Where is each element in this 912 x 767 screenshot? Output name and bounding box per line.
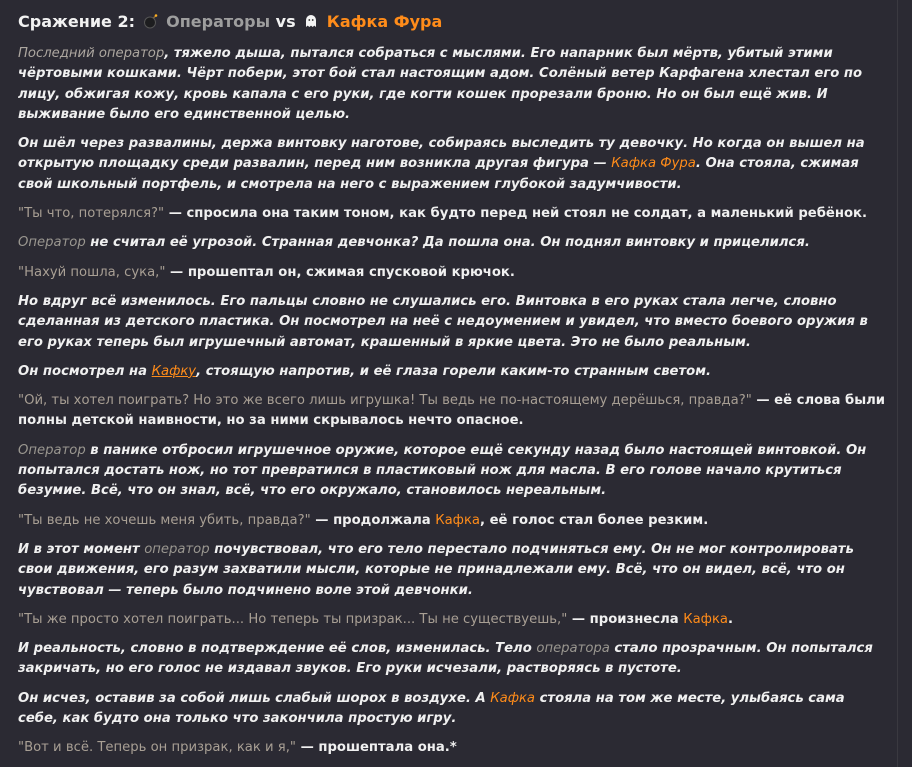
narration: Он исчез, оставив за собой лишь слабый шорох в воздухе. А	[18, 690, 491, 706]
story-paragraph-8	[18, 391, 887, 432]
operator-name: Оператор	[18, 442, 86, 458]
narration: стало прозрачным. Он попытался закричать, но его голос не издавал звуков. Его руки исчезали, растворяясь в пустоте.	[18, 641, 873, 677]
bomb-icon	[141, 10, 161, 34]
story-paragraph-2	[18, 134, 887, 195]
narration: почувствовал, что его тело перестало подчиняться ему. Он не мог контролировать свои движения, его разум захватили мысли, которые не принадлежали ему. Всё, что он видел, всё, что он чувствовал — теперь было подчинено воле этой девчонки.	[18, 541, 854, 598]
vs-label: vs	[275, 12, 296, 31]
dialogue-line: "Ты что, потерялся?"	[18, 206, 165, 222]
story-paragraph-13	[18, 639, 887, 680]
dialogue-line: "Ты же просто хотел поиграть... Но теперь ты призрак... Ты не существуешь,"	[18, 611, 568, 627]
narration: стояла на том же месте, улыбаясь сама себе, как будто она только что закончила простую игру.	[18, 690, 845, 727]
story-paragraph-3	[18, 204, 887, 224]
narration: Он посмотрел на	[18, 363, 152, 379]
dialogue-line: "Нахуй пошла, сука,"	[18, 264, 166, 280]
kafka-name: Кафка	[490, 690, 536, 706]
story-paragraph-1	[18, 44, 887, 125]
kafka-name: Кафка Фура	[611, 156, 696, 172]
team-kafka: Кафка Фура	[326, 12, 443, 31]
dialogue-line: "Ой, ты хотел поиграть? Но это же всего лишь игрушка! Ты ведь не по-настоящему дерёшься, правда?"	[18, 393, 752, 409]
battle-title	[18, 10, 887, 34]
narration: И реальность, словно в подтверждение её слов, изменилась. Тело	[18, 641, 537, 657]
narration: . Она стояла, сжимая свой школьный портфель, и смотрела на него с выражением глубокой задумчивости.	[18, 156, 859, 192]
operator-name: Последний оператор	[18, 46, 165, 61]
kafka-name: Кафка	[683, 611, 728, 627]
dialogue-line: "Ты ведь не хочешь меня убить, правда?"	[18, 512, 311, 528]
speech-tag: — её слова были полны детской наивности, но за ними скрывалось нечто опасное.	[18, 393, 886, 429]
speech-tag: — продолжала	[310, 512, 436, 528]
narration: , тяжело дыша, пытался собраться с мыслями. Его напарник был мёртв, убитый этими чёртовыми кошками. Чёрт побери, этот бой стал настоящим адом. Солёный ветер Карфагена хлестал его по лицу, обжигая кожу, кровь капала с его руки, где когти кошек прорезали броню. Но он был ещё жив. И выживание было его единственной целью.	[18, 46, 863, 122]
speech-tag: — произнесла	[567, 611, 684, 627]
speech-tag: — прошептал он, сжимая спусковой крючок.	[165, 264, 515, 280]
narration: И в этот момент	[18, 541, 145, 557]
battle-label: Сражение 2:	[18, 12, 135, 31]
story-paragraph-15	[18, 738, 887, 758]
speech-tag-end: .	[727, 611, 733, 627]
story-paragraph-9	[18, 441, 887, 502]
narration: не считал её угрозой. Странная девчонка? Да пошла она. Он поднял винтовку и прицелился.	[85, 235, 810, 251]
story-paragraph-14	[18, 689, 887, 730]
story-paragraph-5	[18, 263, 887, 283]
dialogue-line: "Вот и всё. Теперь он призрак, как и я,"	[18, 740, 296, 756]
story-paragraph-6	[18, 292, 887, 353]
narration: , стоящую напротив, и её глаза горели каким-то странным светом.	[196, 363, 711, 379]
narration: Он шёл через развалины, держа винтовку наготове, собираясь выследить ту девочку. Но когда он вышел на открытую площадку среди развалин, перед ним возникла другая фигура —	[18, 136, 865, 172]
story-paragraph-7	[18, 362, 887, 382]
operator-name: Оператор	[18, 235, 86, 251]
operator-name: оператора	[536, 641, 610, 657]
kafka-name: Кафка	[435, 512, 480, 528]
operator-name: оператор	[144, 541, 210, 557]
kafka-name: Кафку	[151, 363, 197, 379]
team-operators: Операторы	[166, 12, 271, 31]
story-paragraph-12	[18, 610, 887, 630]
narration: Но вдруг всё изменилось. Его пальцы словно не слушались его. Винтовка в его руках стала легче, словно сделанная из детского пластика. Он посмотрел на неё с недоумением и увидел, что вместо боевого оружия в его руках теперь был игрушечный автомат, крашенный в яркие цвета. Это не было реальным.	[18, 293, 868, 350]
narration: в панике отбросил игрушечное оружие, которое ещё секунду назад было настоящей винтовкой. Он попытался достать нож, но тот превратился в пластиковый нож для масла. В его голове начало крутиться безумие. Всё, что он знал, всё, что его окружало, становилось нереальным.	[18, 442, 867, 499]
story-paragraph-10	[18, 511, 887, 531]
story-paragraph-11	[18, 540, 887, 601]
speech-tag: — прошептала она.*	[296, 740, 457, 756]
ghost-icon	[301, 10, 321, 34]
speech-tag: — спросила она таким тоном, как будто перед ней стоял не солдат, а маленький ребёнок.	[164, 206, 867, 222]
speech-tag-end: , её голос стал более резким.	[480, 512, 709, 528]
story-paragraph-4	[18, 233, 887, 253]
